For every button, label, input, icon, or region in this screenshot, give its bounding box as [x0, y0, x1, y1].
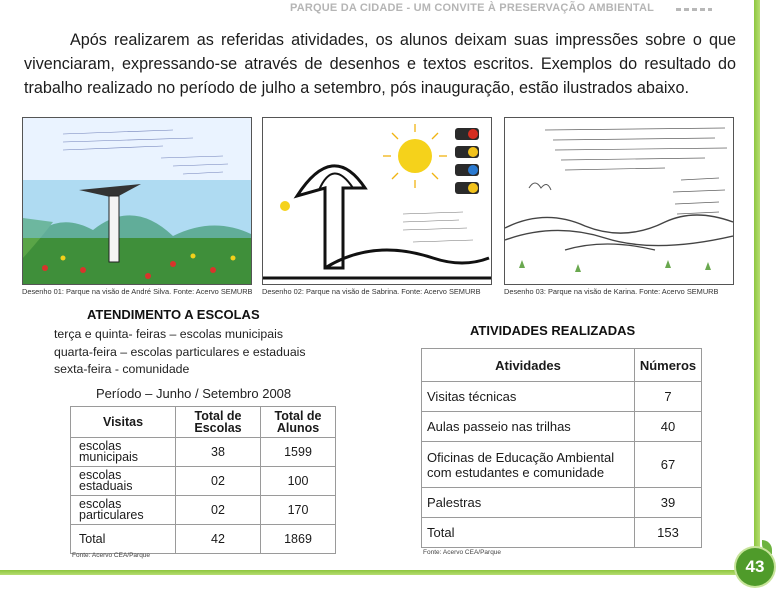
table-cell: 02: [176, 496, 261, 525]
schedule-line-2: quarta-feira – escolas particulares e estaduais: [54, 345, 306, 359]
page-number: 43: [745, 557, 765, 576]
table-cell: 39: [635, 488, 702, 518]
drawing-2-art: [263, 118, 491, 284]
visitas-table: [70, 406, 336, 554]
table-cell: 67: [635, 442, 702, 488]
table-header-row: [422, 349, 702, 382]
schedule-line-1: terça e quinta- feiras – escolas municipais: [54, 327, 283, 341]
table-cell: 170: [261, 496, 336, 525]
drawing-1-art: [23, 118, 251, 284]
drawing-3-image: [504, 117, 734, 285]
table-cell: escolas municipais: [71, 438, 176, 467]
table-row: [422, 412, 702, 442]
drawing-2-image: [262, 117, 492, 285]
table-row: [71, 467, 336, 496]
drawing-1-image: [22, 117, 252, 285]
table-cell: 1869: [261, 525, 336, 554]
table-row: [71, 438, 336, 467]
atendimento-title: ATENDIMENTO A ESCOLAS: [87, 307, 260, 322]
table-cell: escolas estaduais: [71, 467, 176, 496]
intro-paragraph: Após realizarem as referidas atividades, os alunos deixam suas impressões sobre o que vivenciaram, expressando-se através de desenhos e textos escritos. Exemplos do resultado do trabalho realizado no período de julho a setembro, pós inauguração, estão ilustrados abaixo.: [24, 31, 736, 97]
column-header: Atividades: [422, 349, 635, 382]
table-cell: Visitas técnicas: [422, 382, 635, 412]
schedule-line-3: sexta-feira - comunidade: [54, 362, 190, 376]
page-number-badge: [736, 548, 774, 586]
atividades-source: Fonte: Acervo CEA/Parque: [423, 549, 502, 556]
table-row: [71, 496, 336, 525]
header-decoration: [676, 8, 712, 11]
atividades-title: ATIVIDADES REALIZADAS: [470, 323, 636, 338]
table-cell: Oficinas de Educação Ambiental com estudantes e comunidade: [422, 442, 635, 488]
running-header: PARQUE DA CIDADE - UM CONVITE À PRESERVAÇÃO AMBIENTAL: [290, 2, 655, 14]
table-cell: Palestras: [422, 488, 635, 518]
column-header: Visitas: [71, 407, 176, 438]
drawing-1-caption: Desenho 01: Parque na visão de André Silva. Fonte: Acervo SEMURB: [22, 287, 253, 296]
table-row: [71, 525, 336, 554]
table-row: [422, 442, 702, 488]
drawing-3-art: [505, 118, 733, 284]
table-header-row: [71, 407, 336, 438]
table-row: [422, 518, 702, 548]
table-cell: 100: [261, 467, 336, 496]
column-header: Números: [635, 349, 702, 382]
table-cell: escolas particulares: [71, 496, 176, 525]
table-row: [422, 382, 702, 412]
table-cell: Total: [71, 525, 176, 554]
table-cell: 1599: [261, 438, 336, 467]
bottom-accent-bar: [0, 570, 750, 575]
table-cell: 153: [635, 518, 702, 548]
table-cell: 40: [635, 412, 702, 442]
drawing-3-caption: Desenho 03: Parque na visão de Karina. Fonte: Acervo SEMURB: [504, 287, 719, 296]
visitas-source: Fonte: Acervo CEA/Parque: [72, 552, 151, 559]
column-header: Total de Escolas: [176, 407, 261, 438]
table-cell: 7: [635, 382, 702, 412]
table-cell: 42: [176, 525, 261, 554]
table-cell: Total: [422, 518, 635, 548]
table-cell: 02: [176, 467, 261, 496]
table-cell: 38: [176, 438, 261, 467]
table-row: [422, 488, 702, 518]
atividades-table: [421, 348, 702, 548]
period-label: Período – Junho / Setembro 2008: [96, 386, 292, 401]
column-header: Total de Alunos: [261, 407, 336, 438]
right-accent-bar: [754, 0, 760, 552]
drawing-2-caption: Desenho 02: Parque na visão de Sabrina. Fonte: Acervo SEMURB: [262, 287, 481, 296]
table-cell: Aulas passeio nas trilhas: [422, 412, 635, 442]
